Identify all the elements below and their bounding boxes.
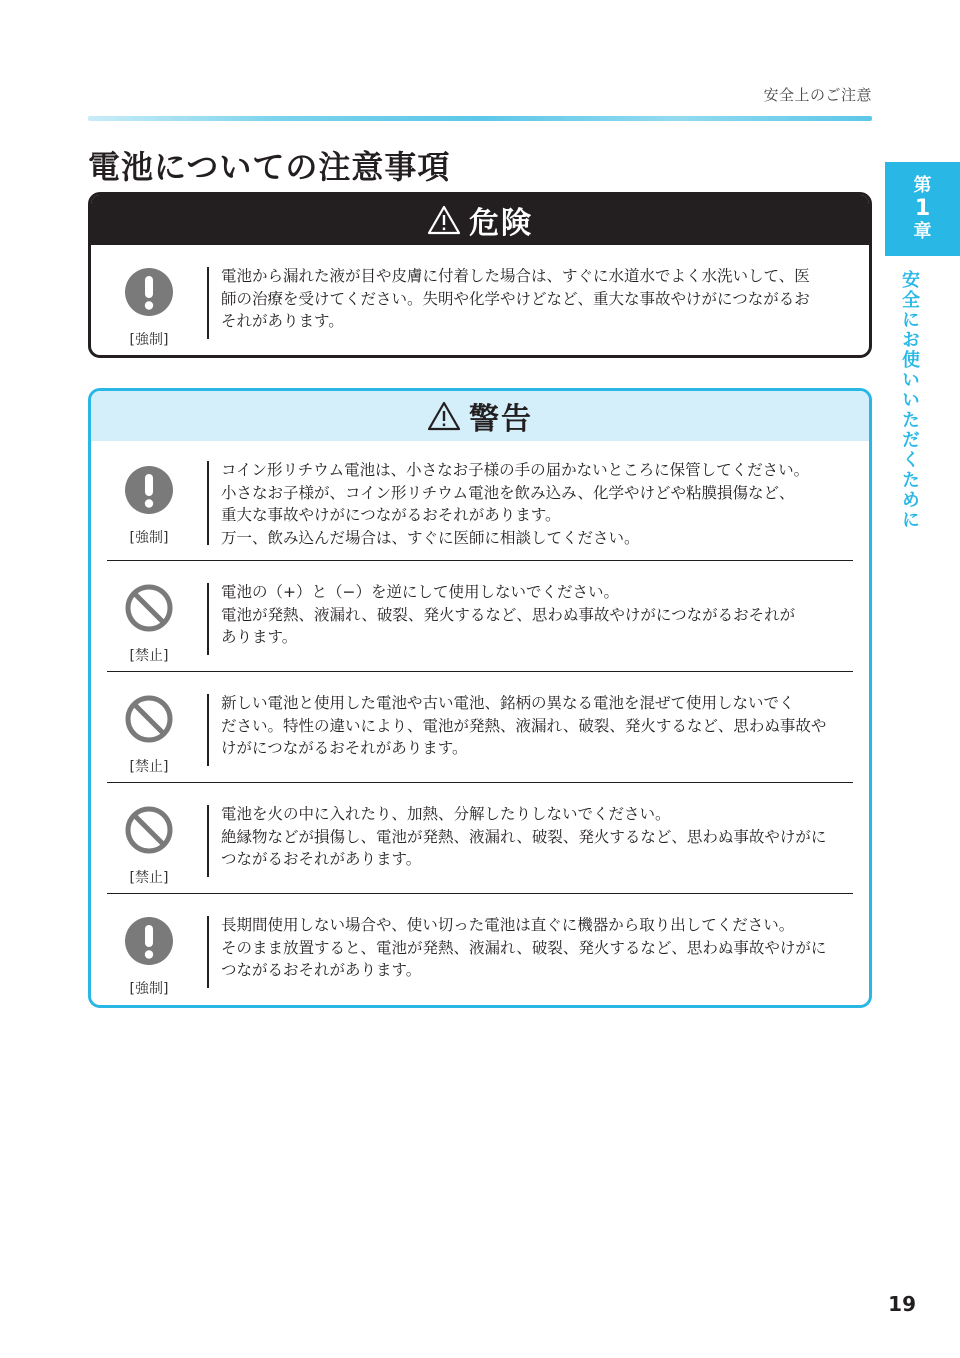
warning-item-text bbox=[209, 803, 869, 894]
page-title: 電池についての注意事項 bbox=[88, 148, 451, 186]
text-line: 長期間使用しない場合や、使い切った電池は直ぐに機器から取り出してください。 bbox=[221, 916, 795, 934]
warning-item-text bbox=[209, 914, 869, 1005]
chapter-vertical-title: 安全にお使いいただくために bbox=[899, 270, 920, 530]
warning-item-text bbox=[209, 581, 869, 672]
text-line: 小さなお子様が、コイン形リチウム電池を飲み込み、化学やけどや粘膜損傷など、 bbox=[221, 483, 795, 502]
text-line: けがにつながるおそれがあります。 bbox=[221, 739, 468, 757]
mandatory-exclamation-icon bbox=[124, 465, 174, 519]
danger-header bbox=[91, 195, 869, 245]
text-line: 万一、飲み込んだ場合は、すぐに医師に相談してください。 bbox=[221, 528, 640, 547]
text-line: 重大な事故やけがにつながるおそれがあります。 bbox=[221, 506, 561, 524]
danger-item-text bbox=[209, 265, 869, 355]
page-number: 19 bbox=[888, 1292, 916, 1316]
warning-item bbox=[91, 441, 869, 561]
header-rule bbox=[88, 116, 872, 121]
symbol-label: [強制] bbox=[129, 530, 169, 546]
chapter-tab[interactable] bbox=[885, 162, 960, 256]
chapter-tab-suffix: 章 bbox=[913, 221, 932, 242]
text-line: 電池の（+）と（−）を逆にして使用しないでください。 bbox=[221, 583, 619, 601]
warning-item-text bbox=[209, 459, 869, 561]
symbol-label: [強制] bbox=[129, 332, 169, 348]
symbol-label: [禁止] bbox=[129, 759, 169, 775]
danger-title: 危険 bbox=[469, 206, 533, 241]
text-line: そのまま放置すると、電池が発熱、液漏れ、破裂、発火するなど、思わぬ事故やけがに bbox=[221, 938, 827, 957]
text-line: つながるおそれがあります。 bbox=[221, 850, 422, 868]
warning-item bbox=[91, 894, 869, 1005]
warning-triangle-icon bbox=[427, 205, 461, 235]
warning-triangle-icon bbox=[427, 401, 461, 431]
chapter-tab-number: 1 bbox=[914, 196, 931, 221]
text-line: 新しい電池と使用した電池や古い電池、銘柄の異なる電池を混ぜて使用しないでく bbox=[221, 694, 795, 712]
symbol-label: [禁止] bbox=[129, 648, 169, 664]
warning-title: 警告 bbox=[469, 402, 533, 437]
warning-box bbox=[88, 388, 872, 1008]
danger-item bbox=[91, 245, 869, 355]
prohibited-icon bbox=[124, 583, 174, 637]
text-line: つながるおそれがあります。 bbox=[221, 961, 422, 979]
text-line: 絶縁物などが損傷し、電池が発熱、液漏れ、破裂、発火するなど、思わぬ事故やけがに bbox=[221, 827, 827, 846]
text-line: 電池が発熱、液漏れ、破裂、発火するなど、思わぬ事故やけがにつながるおそれが bbox=[221, 605, 796, 624]
mandatory-exclamation-icon bbox=[124, 916, 174, 970]
text-line: 電池から漏れた液が目や皮膚に付着した場合は、すぐに水道水でよく水洗いして、医 bbox=[221, 267, 810, 285]
mandatory-exclamation-icon bbox=[124, 267, 174, 321]
text-line: それがあります。 bbox=[221, 312, 344, 330]
warning-item bbox=[91, 672, 869, 783]
text-line: コイン形リチウム電池は、小さなお子様の手の届かないところに保管してください。 bbox=[221, 461, 810, 479]
symbol-label: [禁止] bbox=[129, 870, 169, 886]
text-line: あります。 bbox=[221, 628, 298, 646]
text-line: ださい。特性の違いにより、電池が発熱、液漏れ、破裂、発火するなど、思わぬ事故や bbox=[221, 716, 827, 735]
danger-box bbox=[88, 192, 872, 358]
section-header-label: 安全上のご注意 bbox=[763, 86, 872, 104]
warning-header bbox=[91, 391, 869, 441]
symbol-label: [強制] bbox=[129, 981, 169, 997]
warning-item bbox=[91, 783, 869, 894]
warning-item-text bbox=[209, 692, 869, 783]
prohibited-icon bbox=[124, 805, 174, 859]
warning-item bbox=[91, 561, 869, 672]
text-line: 電池を火の中に入れたり、加熱、分解したりしないでください。 bbox=[221, 805, 671, 823]
text-line: 師の治療を受けてください。失明や化学やけどなど、重大な事故やけがにつながるお bbox=[221, 289, 810, 308]
prohibited-icon bbox=[124, 694, 174, 748]
chapter-tab-prefix: 第 bbox=[913, 175, 932, 196]
